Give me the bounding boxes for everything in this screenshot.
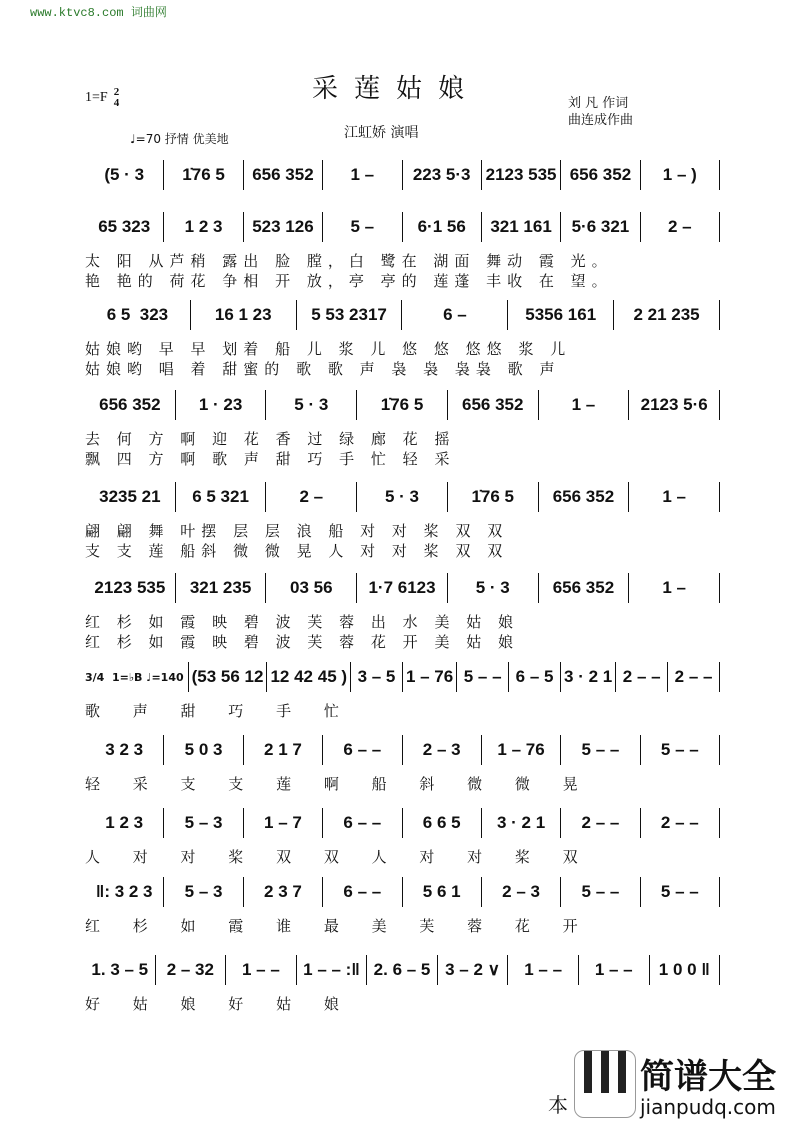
lyric-text: 红 杉 如 霞 映 碧 波 芙 蓉 花 开 美 姑 娘 <box>85 633 519 651</box>
measure: 6 – – <box>322 877 401 907</box>
singer: 江虹娇 演唱 <box>344 125 419 141</box>
lyric-line <box>85 448 705 469</box>
measure: 6 – – <box>322 735 401 765</box>
score-system <box>85 735 720 765</box>
measure: (5 · 3 <box>104 165 145 184</box>
lyric-text: 红 杉 如 霞 谁 最 美 芙 蓉 花 开 <box>85 917 592 935</box>
lyric-text: 飘 四 方 啊 歌 声 甜 巧 手 忙 轻 采 <box>85 450 456 468</box>
measure: 2 3 7 <box>243 877 322 907</box>
measure: 2 – – <box>667 662 720 692</box>
measure: 5 6 1 <box>402 877 481 907</box>
measure: 1·7 6123 <box>356 573 447 603</box>
measure: 656 352 <box>243 160 322 190</box>
lyric-text: 翩 翩 舞 叶摆 层 层 浪 船 对 对 桨 双 双 <box>85 522 509 540</box>
measure: 2 – – <box>640 808 720 838</box>
piano-icon <box>574 1050 636 1118</box>
measure: 3 · 2 1 <box>560 662 615 692</box>
score-system <box>85 482 720 512</box>
lyric-line <box>85 846 705 867</box>
score-system <box>85 300 720 330</box>
measure: 1. 3 – 5 <box>91 960 149 979</box>
lyric-text: 轻 采 支 支 莲 啊 船 斜 微 微 晃 <box>85 775 592 793</box>
measure: 656 352 <box>447 390 538 420</box>
score-system <box>85 212 720 242</box>
lyric-text: 姑娘哟 唱 着 甜蜜的 歌 歌 声 袅 袅 袅袅 歌 声 <box>85 360 561 378</box>
measure: 656 352 <box>99 395 161 414</box>
measure: 523 126 <box>243 212 322 242</box>
measure: 5 53 2317 <box>296 300 402 330</box>
score-system <box>85 877 720 907</box>
measure: 1 2 3 <box>163 212 242 242</box>
measure: 6 5 321 <box>175 482 266 512</box>
measure: 2 – 3 <box>481 877 560 907</box>
measure: 2 – <box>640 212 720 242</box>
time-den: 4 <box>113 97 120 109</box>
song-title: 采莲姑娘 <box>311 74 480 104</box>
measure: 2 – – <box>615 662 667 692</box>
lyric-text: 支 支 莲 船斜 微 微 晃 人 对 对 桨 双 双 <box>85 542 509 560</box>
measure: 1̇76 5 <box>356 390 447 420</box>
lyric-line <box>85 270 705 291</box>
measure: 6 – <box>401 300 507 330</box>
lyric-line <box>85 358 705 379</box>
measure: 1 – <box>628 573 720 603</box>
measure: 2 1 7 <box>243 735 322 765</box>
score-system <box>85 573 720 603</box>
measure: 1̇76 5 <box>447 482 538 512</box>
measure: 656 352 <box>560 160 639 190</box>
measure: 321 235 <box>175 573 266 603</box>
credits <box>568 95 633 129</box>
measure: 5 – <box>322 212 401 242</box>
measure: 3235 21 <box>99 487 161 506</box>
measure: 2 – <box>265 482 356 512</box>
measure: 1 – – :‖ <box>296 955 367 985</box>
lyric-text: 红 杉 如 霞 映 碧 波 芙 蓉 出 水 美 姑 娘 <box>85 613 519 631</box>
measure: 1 – ) <box>640 160 720 190</box>
measure: 5 – – <box>640 735 720 765</box>
brand-cn: 简谱大全 <box>640 1057 776 1097</box>
lyric-text: 姑娘哟 早 早 划着 船 儿 浆 儿 悠 悠 悠悠 浆 儿 <box>85 340 572 358</box>
measure: 2123 535 <box>94 578 166 597</box>
footer-logo <box>548 1050 776 1118</box>
measure: 1 2 3 <box>105 813 144 832</box>
measure: 3 · 2 1 <box>481 808 560 838</box>
measure: 1 – – <box>225 955 296 985</box>
measure: 5 – 3 <box>163 808 242 838</box>
lyric-text: 歌 声 甜 巧 手 忙 <box>85 702 353 720</box>
measure: 1 – – <box>578 955 649 985</box>
measure: 5 – – <box>456 662 508 692</box>
measure: 6 – – <box>322 808 401 838</box>
measure: ‖: 3 2 3 <box>95 882 153 901</box>
score-system <box>85 160 720 190</box>
measure: 656 352 <box>538 482 629 512</box>
measure: 3 – 2 ∨ <box>437 955 508 985</box>
measure: 1 0 0 ‖ <box>649 955 721 985</box>
measure: 1 – <box>322 160 401 190</box>
brand-en: jianpudq.com <box>640 1095 776 1119</box>
measure: 6 5 323 <box>106 305 169 324</box>
measure: 1 – 7 <box>243 808 322 838</box>
measure: 6·1 56 <box>402 212 481 242</box>
footer-mark: 本 <box>548 1093 568 1117</box>
site-watermark: www.ktvc8.com 词曲网 <box>30 6 167 20</box>
time-signature <box>114 87 120 109</box>
measure: 1 – <box>628 482 720 512</box>
measure: 03 56 <box>265 573 356 603</box>
measure: 65 323 <box>98 217 151 236</box>
measure: 656 352 <box>538 573 629 603</box>
measure: 5 – 3 <box>163 877 242 907</box>
measure: 1 – – <box>507 955 578 985</box>
measure: (53 56 12 <box>188 662 267 692</box>
composer: 曲连成作曲 <box>568 113 634 128</box>
lyric-line <box>85 428 705 449</box>
measure: 2 – – <box>560 808 639 838</box>
measure: 2. 6 – 5 <box>366 955 437 985</box>
measure: 321 161 <box>481 212 560 242</box>
lyricist: 刘 凡 作词 <box>568 96 629 111</box>
measure: 6 – 5 <box>508 662 560 692</box>
measure: 5 – – <box>640 877 720 907</box>
measure: 1 – 76 <box>402 662 456 692</box>
tempo-marking: ♩=70 抒情 优美地 <box>130 132 229 146</box>
measure: 1 · 23 <box>175 390 266 420</box>
lyric-text: 艳 艳的 荷花 争相 开 放，亭 亭的 莲蓬 丰收 在 望。 <box>85 272 613 290</box>
measure: 3 2 3 <box>105 740 144 759</box>
key-signature <box>85 87 119 109</box>
measure: 223 5·3 <box>402 160 481 190</box>
measure: 16 1 23 <box>190 300 296 330</box>
measure: 5 0 3 <box>163 735 242 765</box>
measure: 1̇76 5 <box>163 160 242 190</box>
lyric-line <box>85 631 705 652</box>
measure: 5356 161 <box>507 300 613 330</box>
score-system <box>85 390 720 420</box>
lyric-line <box>85 993 705 1014</box>
measure: 5·6 321 <box>560 212 639 242</box>
lyric-line <box>85 915 705 936</box>
lyric-text: 好 姑 娘 好 姑 娘 <box>85 995 353 1013</box>
measure: 5 – – <box>560 735 639 765</box>
measure: 3 – 5 <box>350 662 402 692</box>
measure: 5 · 3 <box>447 573 538 603</box>
measure: 5 · 3 <box>356 482 447 512</box>
lyric-line <box>85 540 705 561</box>
score-system <box>85 955 720 985</box>
time-num: 2 <box>113 86 120 98</box>
measure: 1 – 76 <box>481 735 560 765</box>
measure: 5 · 3 <box>265 390 356 420</box>
lyric-line <box>85 338 705 359</box>
measure: 12 42 45 ) <box>266 662 350 692</box>
lyric-text: 太 阳 从芦稍 露出 脸 膛，白 鹭在 湖面 舞动 霞 光。 <box>85 252 613 270</box>
key-label: 1=F <box>85 90 108 106</box>
lyric-line <box>85 700 705 721</box>
measure: 1 – <box>538 390 629 420</box>
system-prefix: 3/4 1=♭B ♩=140 <box>85 670 184 684</box>
measure: 6 6 5 <box>402 808 481 838</box>
measure: 2123 535 <box>481 160 560 190</box>
lyric-line <box>85 773 705 794</box>
score-system <box>85 808 720 838</box>
measure: 2123 5·6 <box>628 390 720 420</box>
lyric-line <box>85 611 705 632</box>
measure: 2 – 32 <box>155 955 226 985</box>
measure: 2 – 3 <box>402 735 481 765</box>
lyric-line <box>85 250 705 271</box>
lyric-line <box>85 520 705 541</box>
lyric-text: 人 对 对 桨 双 双 人 对 对 桨 双 <box>85 848 592 866</box>
measure: 5 – – <box>560 877 639 907</box>
lyric-text: 去 何 方 啊 迎 花 香 过 绿 廊 花 摇 <box>85 430 456 448</box>
score-system <box>85 662 720 692</box>
measure: 2 21 235 <box>613 300 720 330</box>
